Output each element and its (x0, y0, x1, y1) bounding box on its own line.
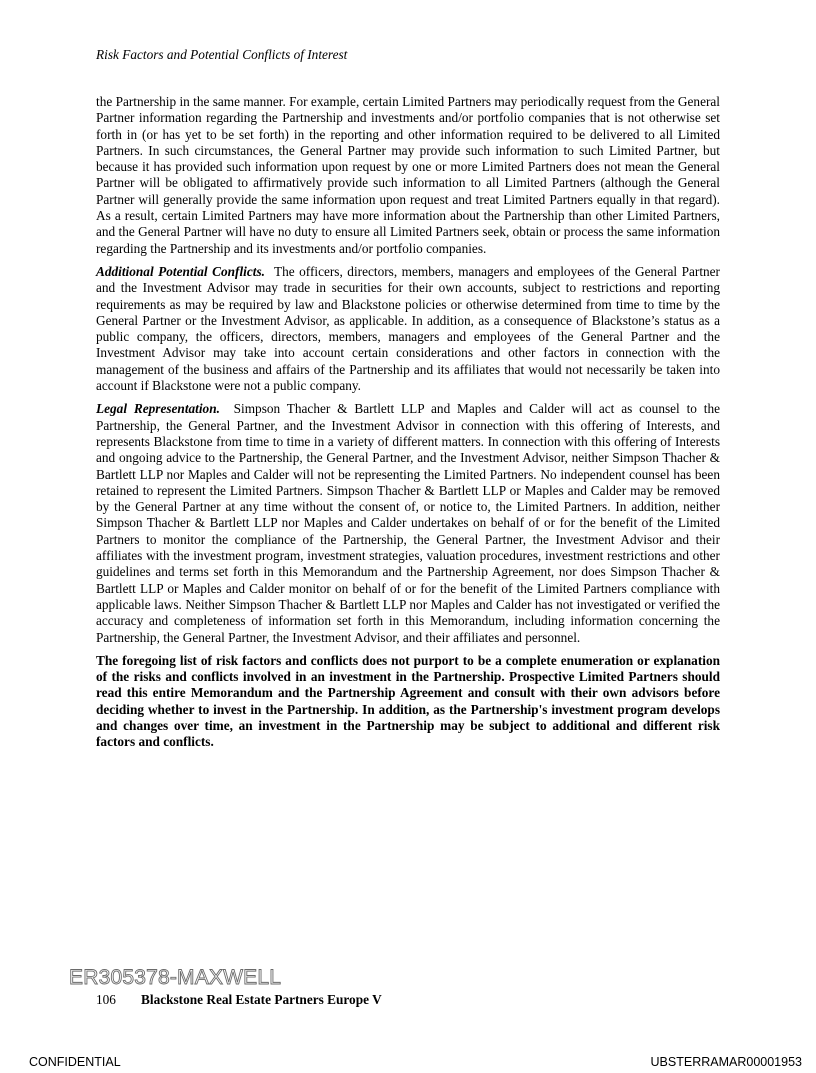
paragraph-text: Simpson Thacher & Bartlett LLP and Maples and Calder will act as counsel to the Partnership, the General Partner, and the Investment Advisor in connection with this offering of Interests, and represents Blackstone from time to time in a variety of different matters. In connection with this offering of Interests and ongoing advice to the Partnership, the General Partner, and the Investment Advisor, neither Simpson Thacher & Bartlett LLP nor Maples and Calder will not be representing the Limited Partners. No independent counsel has been retained to represent the Limited Partners. Simpson Thacher & Bartlett LLP or Maples and Calder may be removed by the General Partner at any time without the consent of, or notice to, the Limited Partners. In addition, neither Simpson Thacher & Bartlett LLP nor Maples and Calder undertakes on behalf of or for the benefit of the Limited Partners to monitor the compliance of the Partnership, the General Partner, the Investment Advisor and their affiliates with the investment program, investment strategies, valuation procedures, investment restrictions and other guidelines and terms set forth in this Memorandum and the Partnership Agreement, nor does Simpson Thacher & Bartlett LLP or Maples and Calder monitor on behalf of or for the benefit of the Limited Partners compliance with applicable laws. Neither Simpson Thacher & Bartlett LLP nor Maples and Calder has not investigated or verified the accuracy and completeness of information set forth in this Memorandum, including information concerning the Partnership, the General Partner, the Investment Advisor, and their affiliates and personnel. (96, 401, 720, 645)
running-header: Risk Factors and Potential Conflicts of Interest (96, 47, 348, 62)
paragraph-information-requests (96, 94, 720, 257)
paragraph-text: The foregoing list of risk factors and conflicts does not purport to be a complete enumeration or explanation of the risks and conflicts involved in an investment in the Partnership. Prospective Limited Partners should read this entire Memorandum and the Partnership Agreement and consult with their own advisors before deciding whether to invest in the Partnership. In addition, as the Partnership's investment program develops and changes over time, an investment in the Partnership may be subject to additional and different risk factors and conflicts. (96, 652, 720, 750)
paragraph-heading: Additional Potential Conflicts. (96, 263, 265, 279)
paragraph-legal-representation (96, 401, 720, 645)
paragraph-additional-conflicts (96, 264, 720, 394)
page-number: 106 (96, 992, 116, 1007)
paragraph-text: The officers, directors, members, managers and employees of the General Partner and the Investment Advisor may trade in securities for their own accounts, subject to restrictions and reporting requirements as may be required by law and Blackstone policies or otherwise determined from time to time by the General Partner or the Investment Advisor, as applicable. In addition, as a consequence of Blackstone’s status as a public company, the officers, directors, members, managers and employees of the General Partner and the Investment Advisor may take into account certain considerations and other factors in connection with the management of the business and affairs of the Partnership and its affiliates that would not necessarily be taken into account if Blackstone were not a public company. (96, 263, 720, 394)
bates-stamp-label: ER305378-MAXWELL (69, 966, 282, 989)
page-footer (96, 992, 382, 1008)
paragraph-closing-statement (96, 653, 720, 751)
paragraph-heading: Legal Representation. (96, 401, 220, 417)
document-body (96, 94, 720, 758)
paragraph-text: the Partnership in the same manner. For example, certain Limited Partners may periodically request from the General Partner information regarding the Partnership and investments and/or portfolio companies that is not otherwise set forth in (or has yet to be set forth) in the reporting and other information required to be delivered to all Limited Partners. In such circumstances, the General Partner may provide such information to such Limited Partner, but because it has provided such information upon request by one or more Limited Partners does not mean the General Partner will be obligated to affirmatively provide such information to all Limited Partners (although the General Partner will generally provide the same information upon request and treat Limited Partners equally in that regard). As a result, certain Limited Partners may have more information about the Partnership than other Limited Partners, and the General Partner will have no duty to ensure all Limited Partners seek, obtain or process the same information regarding the Partnership and its investments and/or portfolio companies. (96, 94, 721, 256)
bates-number: UBSTERRAMAR00001953 (650, 1055, 802, 1069)
footer-document-title: Blackstone Real Estate Partners Europe V (141, 992, 382, 1007)
confidential-marking: CONFIDENTIAL (29, 1055, 121, 1069)
